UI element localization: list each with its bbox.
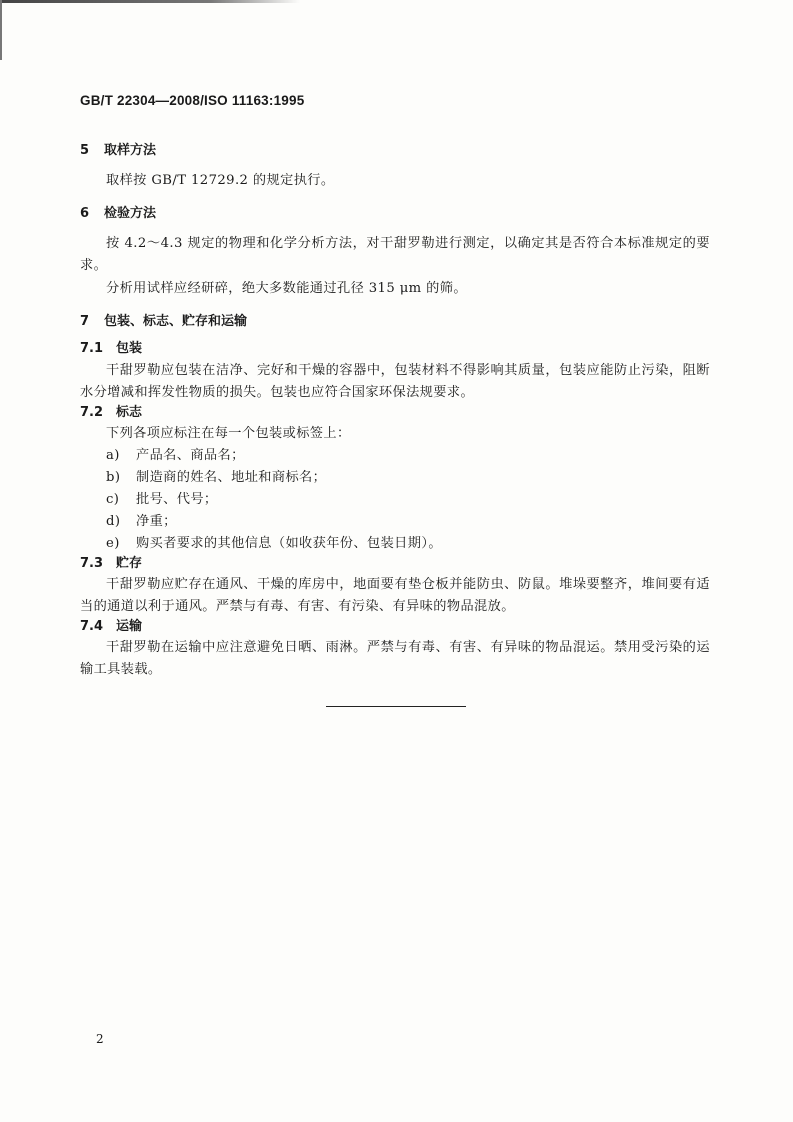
list-marker: d)	[106, 514, 121, 529]
list-marker: b)	[106, 470, 121, 485]
section-number: 7.3	[80, 556, 104, 571]
section-7-heading	[80, 313, 710, 331]
section-number: 7.2	[80, 405, 104, 420]
section-7-1-heading	[80, 340, 710, 358]
list-item-text: 购买者要求的其他信息（如收获年份、包装日期）。	[136, 536, 442, 551]
section-6-heading	[80, 205, 710, 223]
section-title: 贮存	[116, 556, 143, 571]
list-item	[80, 445, 710, 467]
section-number: 7.1	[80, 341, 104, 356]
list-item-text: 产品名、商品名；	[136, 448, 245, 463]
list-marker: c)	[106, 492, 120, 507]
section-7-3-heading	[80, 555, 710, 573]
document-body	[80, 142, 710, 681]
section-number: 7.4	[80, 619, 104, 634]
section-7-2-intro: 下列各项应标注在每一个包装或标签上：	[106, 426, 351, 441]
end-of-standard-rule	[326, 706, 466, 707]
section-7-4-paragraph: 干甜罗勒在运输中应注意避免日晒、雨淋。严禁与有毒、有害、有异味的物品混运。禁用受污染的运输工具装载。	[80, 640, 710, 677]
section-title: 包装、标志、贮存和运输	[104, 314, 248, 329]
list-item-text: 批号、代号；	[136, 492, 218, 507]
list-item	[80, 533, 710, 555]
section-6-paragraph-2: 分析用试样应经研碎，绝大多数能通过孔径 315 μm 的筛。	[106, 281, 467, 296]
section-5-paragraph: 取样按 GB/T 12729.2 的规定执行。	[106, 173, 335, 188]
list-marker: e)	[106, 536, 120, 551]
section-title: 包装	[116, 341, 143, 356]
list-item	[80, 511, 710, 533]
section-title: 取样方法	[104, 143, 157, 158]
scan-edge-left	[0, 0, 2, 60]
section-6-paragraph-1: 按 4.2～4.3 规定的物理和化学分析方法，对干甜罗勒进行测定，以确定其是否符合本标准规定的要求。	[80, 236, 710, 273]
list-item	[80, 489, 710, 511]
section-title: 标志	[116, 405, 143, 420]
scan-edge-top	[0, 0, 300, 3]
list-marker: a)	[106, 448, 120, 463]
section-number: 7	[80, 314, 90, 329]
section-7-2-heading	[80, 404, 710, 422]
page-number: 2	[96, 1032, 104, 1046]
standard-code-header: GB/T 22304—2008/ISO 11163:1995	[80, 93, 305, 108]
section-number: 6	[80, 206, 90, 221]
section-number: 5	[80, 143, 90, 158]
section-5-heading	[80, 142, 710, 160]
section-7-1-paragraph: 干甜罗勒应包装在洁净、完好和干燥的容器中，包装材料不得影响其质量，包装应能防止污染，阻断水分增减和挥发性物质的损失。包装也应符合国家环保法规要求。	[80, 363, 710, 400]
list-item-text: 制造商的姓名、地址和商标名；	[136, 470, 327, 485]
list-item-text: 净重；	[136, 514, 177, 529]
list-item	[80, 467, 710, 489]
section-7-4-heading	[80, 618, 710, 636]
section-title: 检验方法	[104, 206, 157, 221]
section-7-3-paragraph: 干甜罗勒应贮存在通风、干燥的库房中，地面要有垫仓板并能防虫、防鼠。堆垛要整齐，堆间要有适当的通道以利于通风。严禁与有毒、有害、有污染、有异味的物品混放。	[80, 577, 710, 614]
section-title: 运输	[116, 619, 143, 634]
